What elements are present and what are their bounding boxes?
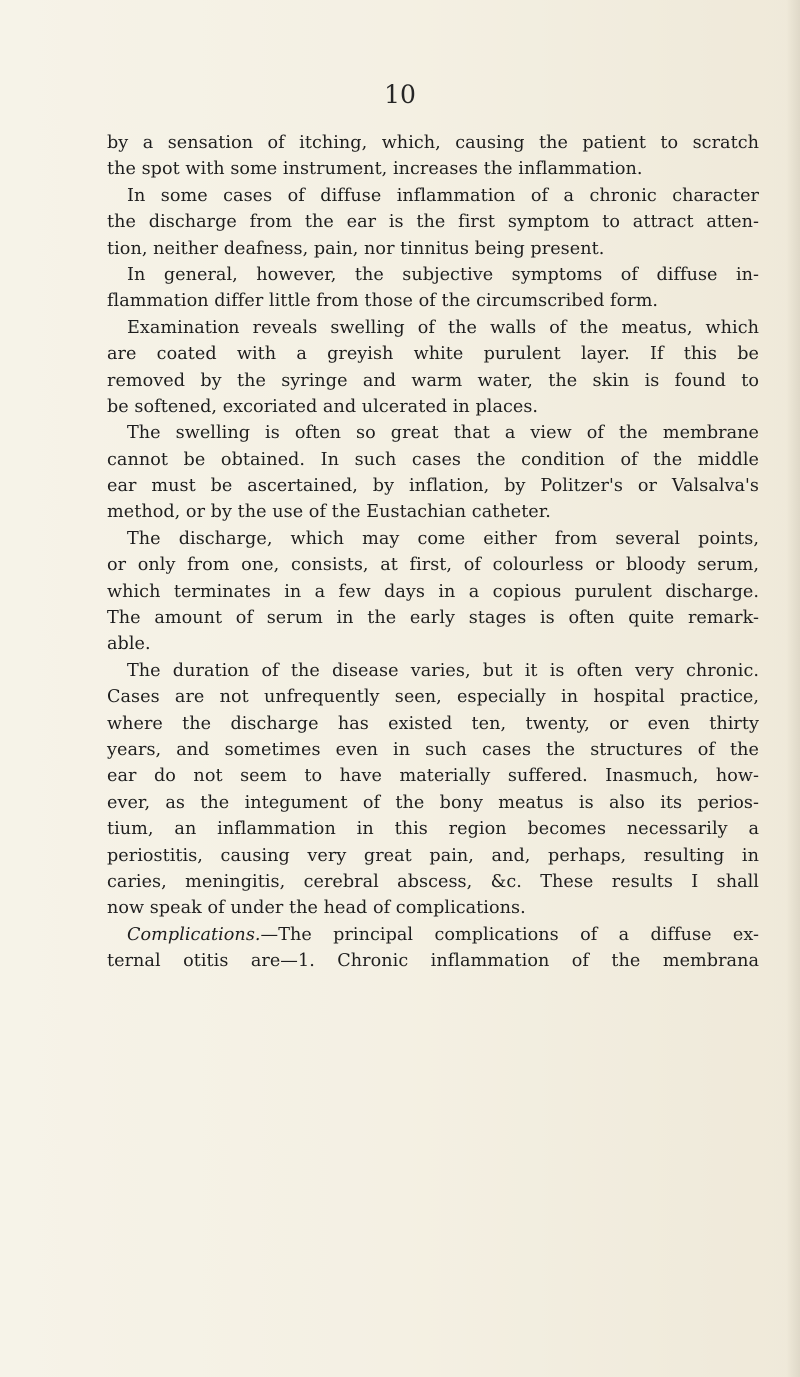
text-line — [107, 605, 795, 631]
text-line-content: which terminates in a few days in a copious purulent discharge. — [107, 581, 759, 602]
text-line — [107, 130, 795, 156]
text-line-content: tium, an inflammation in this region becomes necessarily a — [107, 819, 759, 840]
text-line-content: are coated with a greyish white purulent layer. If this be — [107, 344, 759, 365]
text-line-content: caries, meningitis, cerebral abscess, &c. These results I shall — [107, 871, 759, 892]
text-line-content: ear must be ascertained, by inflation, by Politzer's or Valsalva's — [107, 476, 759, 497]
text-line — [107, 922, 795, 948]
text-line — [107, 579, 795, 605]
text-line — [107, 790, 795, 816]
text-line-content: now speak of under the head of complications. — [107, 898, 526, 919]
text-line-content: The swelling is often so great that a view of the membrane — [127, 423, 759, 444]
text-line — [107, 288, 795, 314]
text-line — [107, 183, 795, 209]
text-line-content: method, or by the use of the Eustachian catheter. — [107, 502, 551, 523]
text-line — [107, 526, 795, 552]
text-line-content: Examination reveals swelling of the walls of the meatus, which — [127, 317, 759, 338]
text-line — [107, 394, 795, 420]
text-line-content: ear do not seem to have materially suffered. Inasmuch, how- — [107, 766, 759, 787]
text-line — [107, 631, 795, 657]
text-line-content: ever, as the integument of the bony meatus is also its perios- — [107, 792, 759, 813]
text-line — [107, 236, 795, 262]
text-line — [107, 341, 795, 367]
text-line-content: be softened, excoriated and ulcerated in places. — [107, 396, 539, 417]
text-line — [107, 315, 795, 341]
text-line-content: or only from one, consists, at first, of colourless or bloody serum, — [107, 555, 759, 576]
text-line-content: by a sensation of itching, which, causing the patient to scratch — [107, 133, 759, 153]
text-line — [107, 948, 795, 974]
text-line — [107, 711, 795, 737]
text-line-content: The discharge, which may come either from several points, — [127, 528, 759, 549]
text-line — [107, 869, 795, 895]
text-line — [107, 816, 795, 842]
text-line-content: ternal otitis are—1. Chronic inflammation of the membrana — [107, 951, 759, 972]
text-line — [107, 895, 795, 921]
text-line — [107, 843, 795, 869]
section-heading: Complications. — [127, 924, 261, 945]
text-line-content: Cases are not unfrequently seen, especially in hospital practice, — [107, 687, 759, 708]
text-line-content: the discharge from the ear is the first symptom to attract atten- — [107, 212, 759, 233]
text-line-content: The duration of the disease varies, but it is often very chronic. — [127, 660, 759, 681]
text-line-content: The amount of serum in the early stages is often quite remark- — [107, 608, 759, 629]
text-line-content: In some cases of diffuse inflammation of a chronic character — [127, 185, 759, 206]
text-line-content: In general, however, the subjective symptoms of diffuse in- — [127, 264, 759, 285]
text-line — [107, 368, 795, 394]
text-line-content: removed by the syringe and warm water, the skin is found to — [107, 370, 759, 391]
text-line — [107, 262, 795, 288]
text-line — [107, 737, 795, 763]
text-line-content: tion, neither deafness, pain, nor tinnitus being present. — [107, 238, 605, 259]
text-line-content: —The principal complications of a diffuse ex- — [260, 924, 759, 945]
body-text — [107, 130, 795, 975]
page-number: 10 — [384, 80, 416, 109]
text-line — [107, 473, 795, 499]
text-line — [107, 209, 795, 235]
text-line-content: flammation differ little from those of the circumscribed form. — [107, 291, 659, 312]
text-line — [107, 684, 795, 710]
text-line-content: able. — [107, 634, 151, 655]
page-edge-shadow — [786, 0, 800, 1377]
text-line — [107, 156, 795, 182]
text-line — [107, 420, 795, 446]
text-line-content: cannot be obtained. In such cases the condition of the middle — [107, 449, 759, 470]
text-line — [107, 763, 795, 789]
text-line-content: periostitis, causing very great pain, and, perhaps, resulting in — [107, 845, 759, 866]
text-line — [107, 552, 795, 578]
text-line-content: years, and sometimes even in such cases the structures of the — [107, 739, 759, 760]
text-line-content: the spot with some instrument, increases the inflammation. — [107, 159, 643, 180]
text-line — [107, 447, 795, 473]
text-line — [107, 499, 795, 525]
text-line — [107, 658, 795, 684]
text-line-content: where the discharge has existed ten, twenty, or even thirty — [107, 713, 759, 734]
